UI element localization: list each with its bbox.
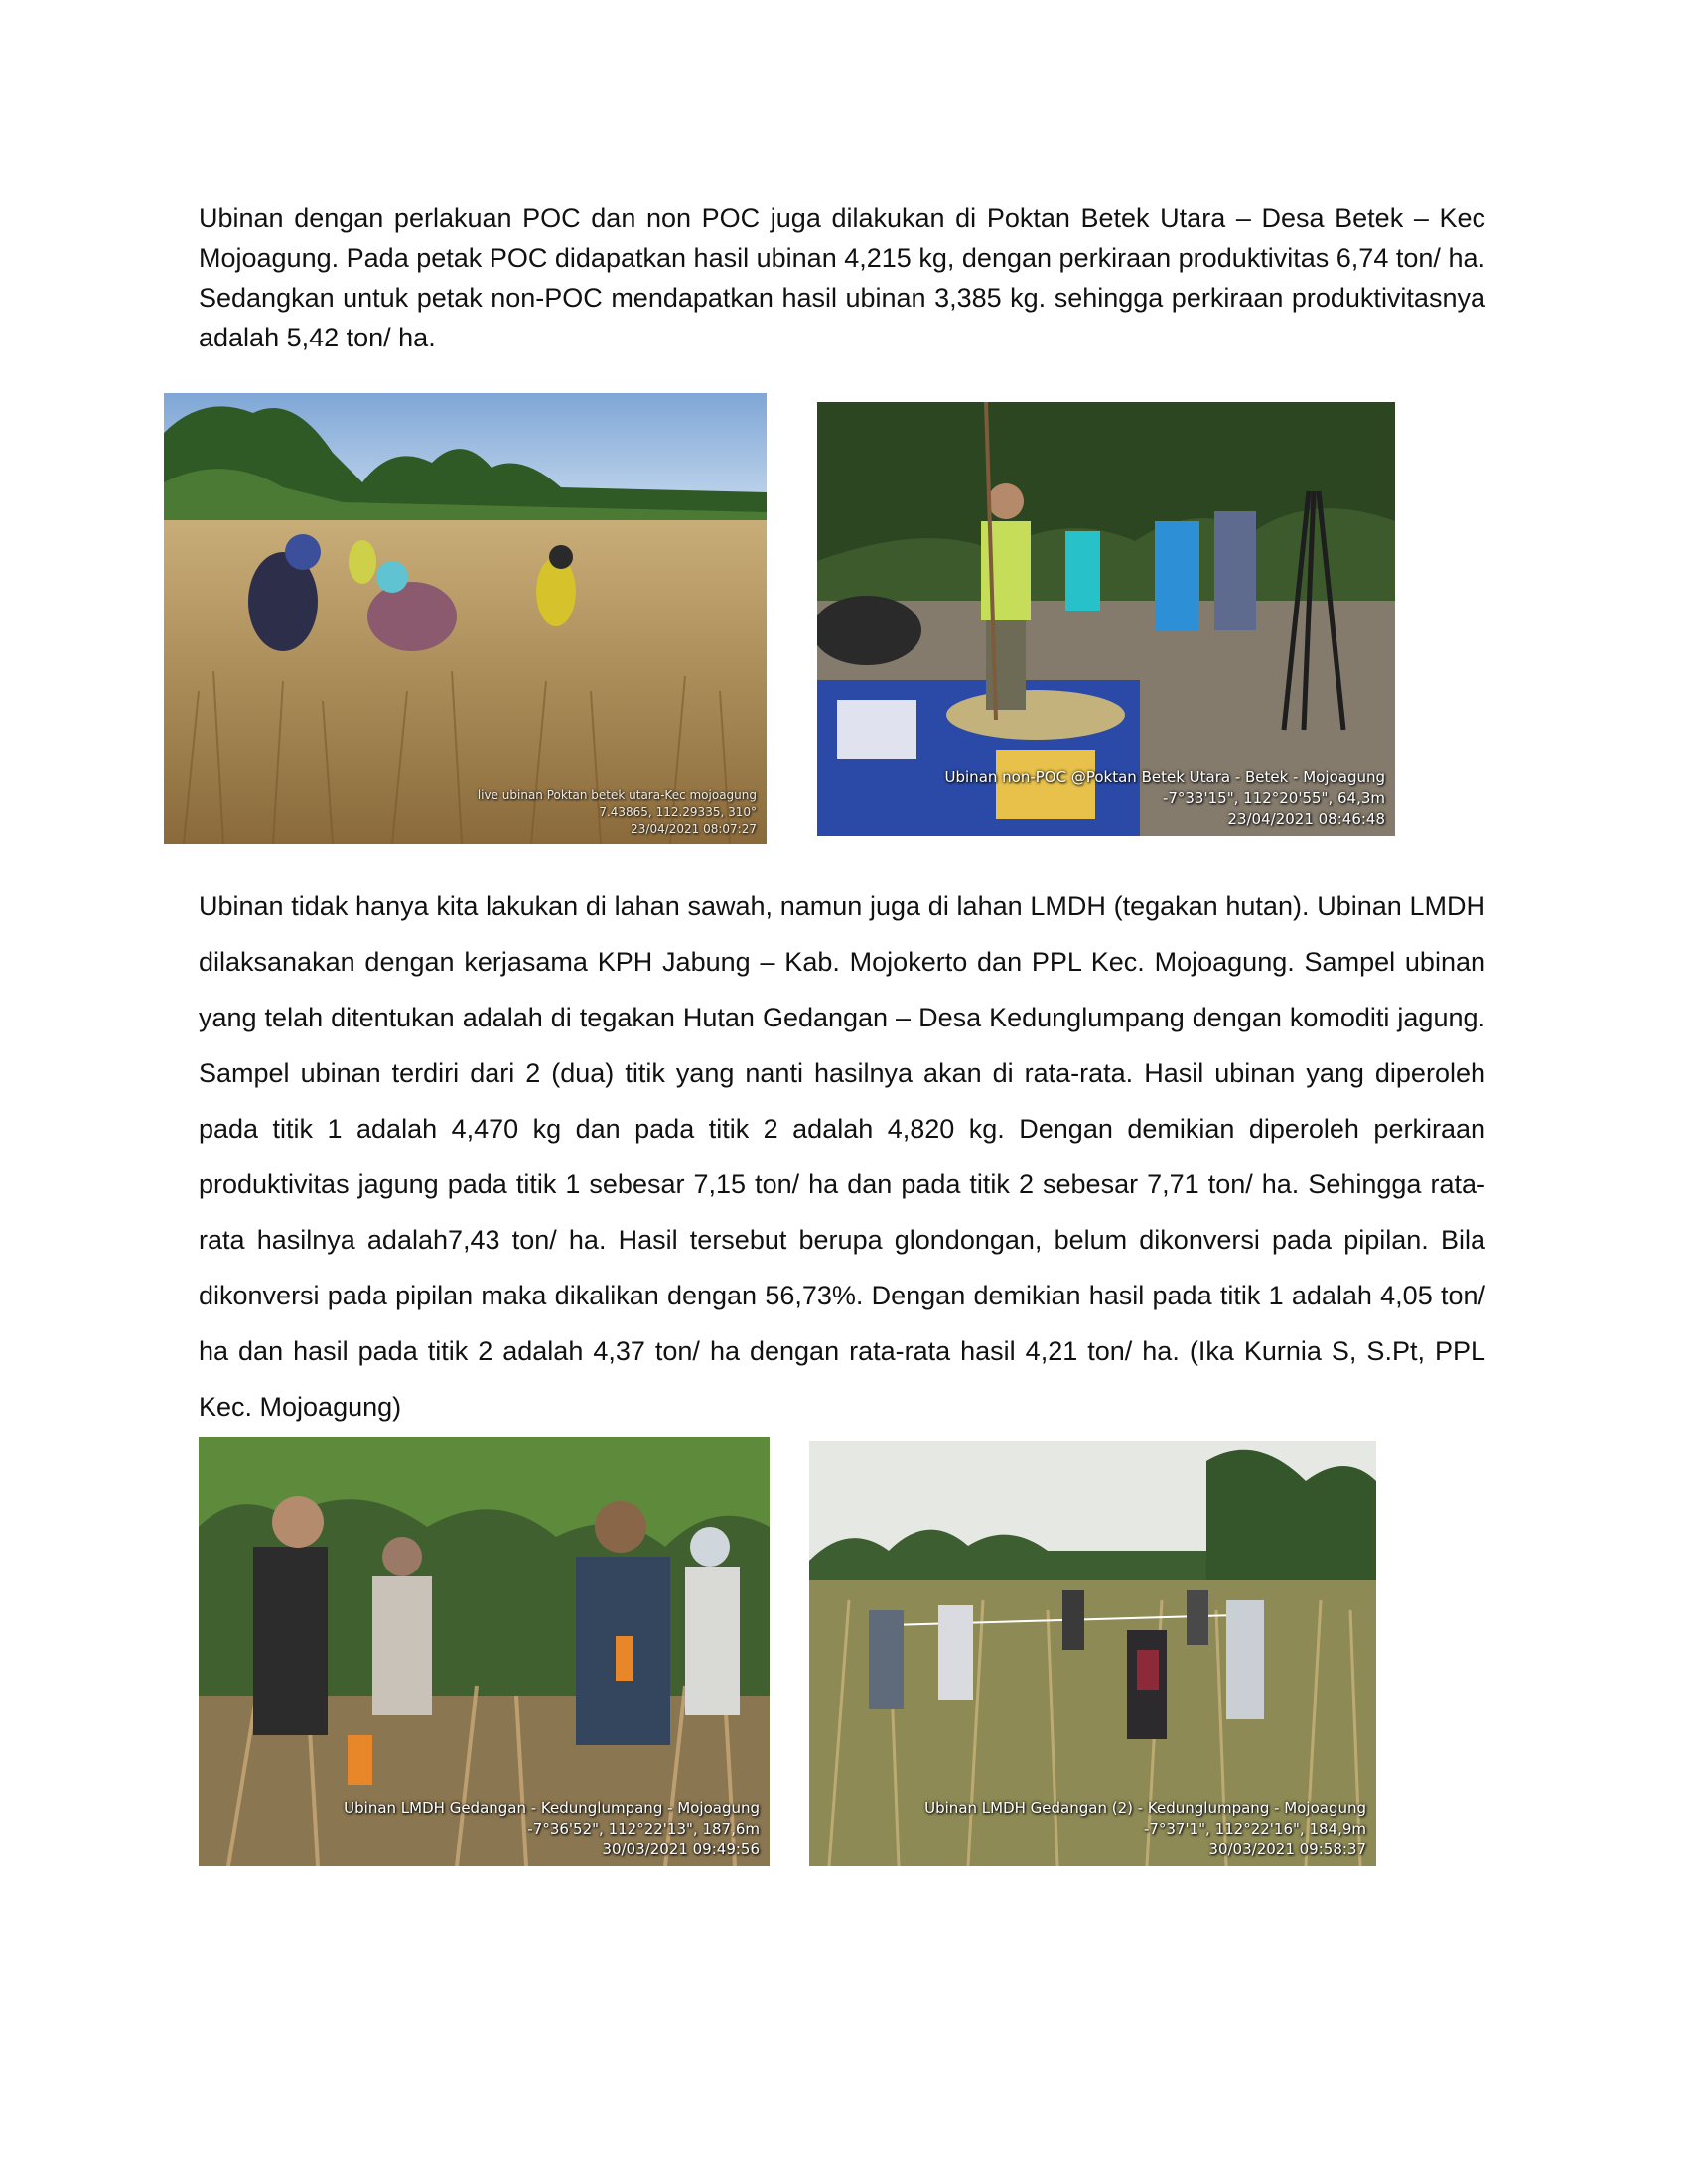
caption-line: live ubinan Poktan betek utara-Kec mojoagung [477, 788, 757, 802]
caption-line: 7.43865, 112.29335, 310° [599, 805, 757, 819]
corn-group-photo-caption [344, 1798, 760, 1860]
corn-measure-photo [809, 1441, 1376, 1866]
caption-line: 30/03/2021 09:49:56 [602, 1841, 760, 1858]
caption-line: 23/04/2021 08:46:48 [1227, 810, 1385, 828]
caption-line: 30/03/2021 09:58:37 [1208, 1841, 1366, 1858]
caption-line: -7°36'52", 112°22'13", 187,6m [527, 1820, 760, 1838]
caption-line: 23/04/2021 08:07:27 [631, 822, 757, 836]
corn-group-photo [199, 1437, 770, 1866]
caption-line: Ubinan non-POC @Poktan Betek Utara - Betek - Mojoagung [944, 768, 1385, 786]
intro-paragraph: Ubinan dengan perlakuan POC dan non POC juga dilakukan di Poktan Betek Utara – Desa Betek – Kec Mojoagung. Pada petak POC didapatkan hasil ubinan 4,215 kg, dengan perkiraan produktivitas 6,74 ton/ ha. Sedangkan untuk petak non-POC mendapatkan hasil ubinan 3,385 kg. sehingga perkiraan produktivitasnya adalah 5,42 ton/ ha. [199, 204, 1485, 352]
threshing-photo [817, 402, 1395, 836]
rice-field-photo-caption [478, 787, 757, 838]
corn-measure-photo-caption [924, 1798, 1366, 1860]
lmdh-paragraph: Ubinan tidak hanya kita lakukan di lahan sawah, namun juga di lahan LMDH (tegakan hutan). Ubinan LMDH dilaksanakan dengan kerjasama KPH Jabung – Kab. Mojokerto dan PPL Kec. Mojoagung. Sampel ubinan yang telah ditentukan adalah di tegakan Hutan Gedangan – Desa Kedunglumpang dengan komoditi jagung. Sampel ubinan terdiri dari 2 (dua) titik yang nanti hasilnya akan di rata-rata. Hasil ubinan yang diperoleh pada titik 1 adalah 4,470 kg dan pada titik 2 adalah 4,820 kg. Dengan demikian diperoleh perkiraan produktivitas jagung pada titik 1 sebesar 7,15 ton/ ha dan pada titik 2 sebesar 7,71 ton/ ha. Sehingga rata-rata hasilnya adalah7,43 ton/ ha. Hasil tersebut berupa glondongan, belum dikonversi pada pipilan. Bila dikonversi pada pipilan maka dikalikan dengan 56,73%. Dengan demikian hasil pada titik 1 adalah 4,05 ton/ ha dan hasil pada titik 2 adalah 4,37 ton/ ha dengan rata-rata hasil 4,21 ton/ ha. (Ika Kurnia S, S.Pt, PPL Kec. Mojoagung) [199, 891, 1485, 1422]
caption-line: -7°37'1", 112°22'16", 184,9m [1143, 1820, 1366, 1838]
rice-field-photo [164, 393, 767, 844]
caption-line: -7°33'15", 112°20'55", 64,3m [1162, 789, 1385, 807]
caption-line: Ubinan LMDH Gedangan - Kedunglumpang - Mojoagung [344, 1799, 760, 1817]
threshing-photo-caption [945, 767, 1385, 830]
caption-line: Ubinan LMDH Gedangan (2) - Kedunglumpang - Mojoagung [924, 1799, 1366, 1817]
